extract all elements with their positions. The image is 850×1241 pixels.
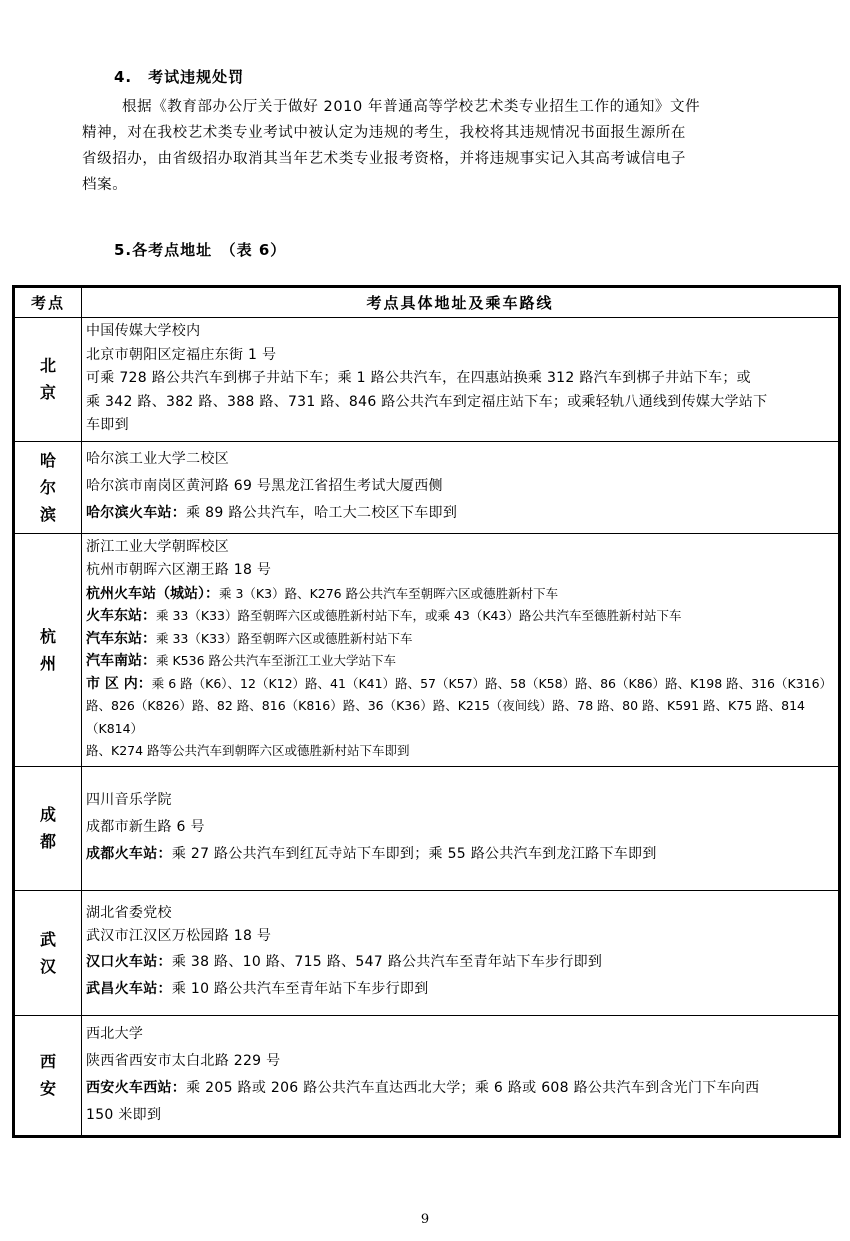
header-city: 考点 [15, 288, 82, 318]
address-line: 湖北省委党校 [86, 904, 172, 921]
address-line: 杭州火车站（城站）：乘 3（K3）路、K276 路公共汽车至朝晖六区或德胜新村下车 [86, 585, 559, 602]
section-4-title: 4. 考试违规处罚 [114, 68, 245, 86]
address-cell [82, 533, 839, 766]
address-line: 西北大学 [86, 1025, 144, 1042]
address-cell [82, 766, 839, 890]
address-line: 路、K274 路等公共汽车到朝晖六区或德胜新村站下车即到 [86, 743, 410, 758]
city-cell: 武 汉 [15, 890, 82, 1015]
address-line: 西安火车西站：乘 205 路或 206 路公共汽车直达西北大学；乘 6 路或 608 路公共汽车到含光门下车向西 [86, 1079, 760, 1096]
exam-sites-table [12, 285, 841, 1138]
table-row [15, 318, 839, 442]
table-row [15, 890, 839, 1015]
address-line: 中国传媒大学校内 [86, 323, 201, 339]
address-line: 陕西省西安市太白北路 229 号 [86, 1052, 281, 1069]
address-line: 成都火车站：乘 27 路公共汽车到红瓦寺站下车即到；乘 55 路公共汽车到龙江路下车即到 [86, 846, 657, 862]
table-row [15, 766, 839, 890]
address-line: 150 米即到 [86, 1106, 162, 1123]
city-cell: 杭 州 [15, 533, 82, 766]
header-detail: 考点具体地址及乘车路线 [82, 288, 839, 318]
address-cell [82, 890, 839, 1015]
address-line: 汽车南站：乘 K536 路公共汽车至浙江工业大学站下车 [86, 653, 397, 669]
section-5-title: 5.各考点地址 （表 6） [114, 241, 287, 259]
city-cell: 西 安 [15, 1015, 82, 1135]
paragraph-line: 档案。 [82, 177, 128, 193]
city-cell: 北 京 [15, 318, 82, 442]
table-row [15, 441, 839, 533]
address-line: 火车东站：乘 33（K33）路至朝晖六区或德胜新村站下车，或乘 43（K43）路公共汽车至德胜新村站下车 [86, 608, 682, 624]
address-line: 汽车东站：乘 33（K33）路至朝晖六区或德胜新村站下车 [86, 630, 413, 647]
address-line: 可乘 728 路公共汽车到梆子井站下车；乘 1 路公共汽车，在四惠站换乘 312 路汽车到梆子井站下车；或 [86, 370, 751, 386]
address-line: 武昌火车站：乘 10 路公共汽车至青年站下车步行即到 [86, 980, 429, 997]
address-line: 哈尔滨工业大学二校区 [86, 451, 229, 467]
address-line: 乘 342 路、382 路、388 路、731 路、846 路公共汽车到定福庄站下车；或乘轻轨八通线到传媒大学站下 [86, 393, 768, 410]
paragraph-line: 省级招办，由省级招办取消其当年艺术类专业报考资格，并将违规事实记入其高考诚信电子 [82, 151, 686, 167]
paragraph-line: 根据《教育部办公厅关于做好 2010 年普通高等学校艺术类专业招生工作的通知》文件 [122, 99, 701, 115]
address-line: 武汉市江汉区万松园路 18 号 [86, 928, 272, 944]
paragraph-line: 精神，对在我校艺术类专业考试中被认定为违规的考生，我校将其违规情况书面报生源所在 [82, 125, 686, 141]
address-line: 四川音乐学院 [86, 792, 172, 808]
address-line: 车即到 [86, 417, 129, 433]
address-line: 路、826（K826）路、82 路、816（K816）路、36（K36）路、K215（夜间线）路、78 路、80 路、K591 路、K75 路、814（K814） [86, 698, 805, 736]
section-4-paragraph [82, 94, 772, 198]
address-cell [82, 441, 839, 533]
address-cell [82, 1015, 839, 1135]
address-line: 成都市新生路 6 号 [86, 819, 205, 835]
table-row [15, 533, 839, 766]
address-cell [82, 318, 839, 442]
table-header-row [15, 288, 839, 318]
city-cell: 哈 尔 滨 [15, 441, 82, 533]
address-line: 浙江工业大学朝晖校区 [86, 538, 229, 555]
city-cell: 成 都 [15, 766, 82, 890]
table-row [15, 1015, 839, 1135]
address-line: 哈尔滨火车站：乘 89 路公共汽车，哈工大二校区下车即到 [86, 505, 458, 521]
address-line: 杭州市朝晖六区潮王路 18 号 [86, 562, 272, 578]
address-line: 哈尔滨市南岗区黄河路 69 号黑龙江省招生考试大厦西侧 [86, 478, 443, 494]
address-line: 北京市朝阳区定福庄东街 1 号 [86, 346, 277, 363]
address-line: 汉口火车站：乘 38 路、10 路、715 路、547 路公共汽车至青年站下车步行即到 [86, 953, 603, 970]
address-line: 市 区 内：乘 6 路（K6）、12（K12）路、41（K41）路、57（K57）路、58（K58）路、86（K86）路、K198 路、316（K316） [86, 675, 833, 692]
page-number: 9 [420, 1212, 430, 1227]
